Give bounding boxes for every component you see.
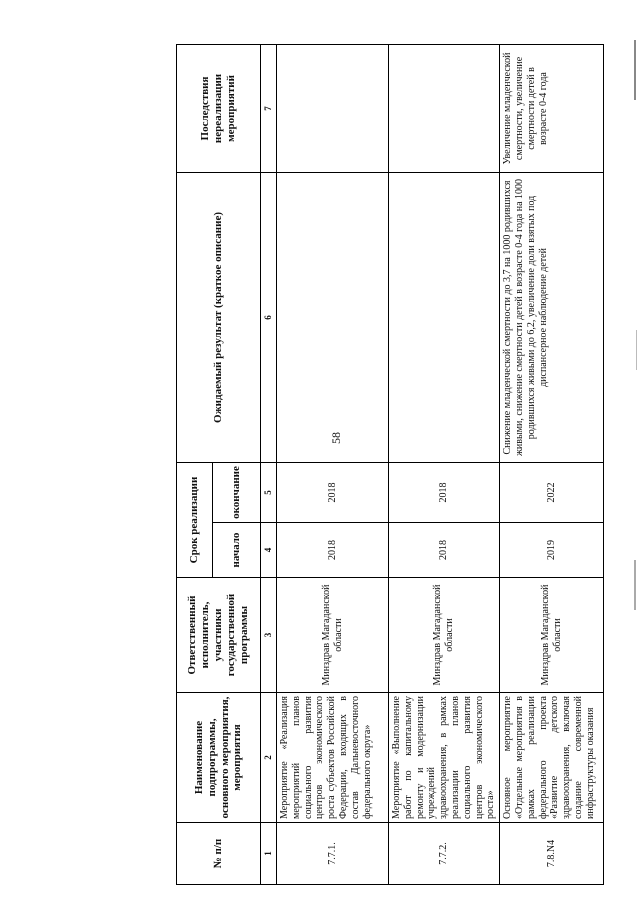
- column-number-row: [261, 44, 277, 884]
- row-start: 2019: [500, 523, 604, 578]
- program-measures-table: [176, 44, 604, 885]
- header-start: начало: [213, 523, 261, 578]
- row-end: 2018: [389, 462, 500, 522]
- header-executor: Ответственный исполнитель, участники государственной программы: [177, 578, 261, 693]
- row-name: Мероприятие «Выполнение работ по капитальному ремонту и модернизации учреждений здравоохранения, в рамках реализации планов социального развития центров экономического роста»: [389, 693, 500, 823]
- page-number: 58: [329, 432, 343, 444]
- column-number: 1: [261, 823, 277, 885]
- rotated-table-container: [176, 45, 596, 885]
- column-number: 7: [261, 44, 277, 172]
- header-end: окончание: [213, 462, 261, 522]
- column-number: 5: [261, 462, 277, 522]
- header-number: № п/п: [177, 823, 261, 885]
- table-row: [389, 44, 500, 884]
- row-executor: Минздрав Магаданской области: [389, 578, 500, 693]
- row-start: 2018: [277, 523, 389, 578]
- row-result: [389, 172, 500, 462]
- row-consequence: Увеличение младенческой смертности, увеличение смертности детей в возрасте 0-4 года: [500, 44, 604, 172]
- table-row: [500, 44, 604, 884]
- row-result: Снижение младенческой смертности до 3,7 на 1000 родившихся живыми, снижение смертности детей в возрасте 0-4 года на 1000 родившихся живыми до 6,2, увеличение доли взятых под диспансерное наблюдение детей: [500, 172, 604, 462]
- row-executor: Минздрав Магаданской области: [277, 578, 389, 693]
- scan-edge-mark: [634, 40, 636, 100]
- row-number: 7.7.1.: [277, 823, 389, 885]
- header-result: Ожидаемый результат (краткое описание): [177, 172, 261, 462]
- column-number: 2: [261, 693, 277, 823]
- row-name: Основное мероприятие «Отдельные мероприятия в рамках реализации федерального проекта «Развитие детского здравоохранения, включая создание современной инфраструктуры оказания: [500, 693, 604, 823]
- header-name: Наименование подпрограммы, основного мероприятия, мероприятия: [177, 693, 261, 823]
- column-number: 3: [261, 578, 277, 693]
- column-number: 6: [261, 172, 277, 462]
- row-name: Мероприятие «Реализация мероприятий планов социального развития центров экономического роста субъектов Российской Федерации, входящих в состав Дальневосточного федерального округа»: [277, 693, 389, 823]
- scan-edge-mark: [636, 330, 637, 370]
- header-consequence: Последствия нереализации мероприятий: [177, 44, 261, 172]
- row-start: 2018: [389, 523, 500, 578]
- scan-edge-mark: [634, 560, 636, 610]
- header-term: Срок реализации: [177, 462, 213, 577]
- row-consequence: [389, 44, 500, 172]
- column-number: 4: [261, 523, 277, 578]
- table-row: [277, 44, 389, 884]
- row-end: 2018: [277, 462, 389, 522]
- row-number: 7.7.2.: [389, 823, 500, 885]
- row-result: [277, 172, 389, 462]
- row-number: 7.8.N4: [500, 823, 604, 885]
- row-consequence: [277, 44, 389, 172]
- row-end: 2022: [500, 462, 604, 522]
- row-executor: Минздрав Магаданской области: [500, 578, 604, 693]
